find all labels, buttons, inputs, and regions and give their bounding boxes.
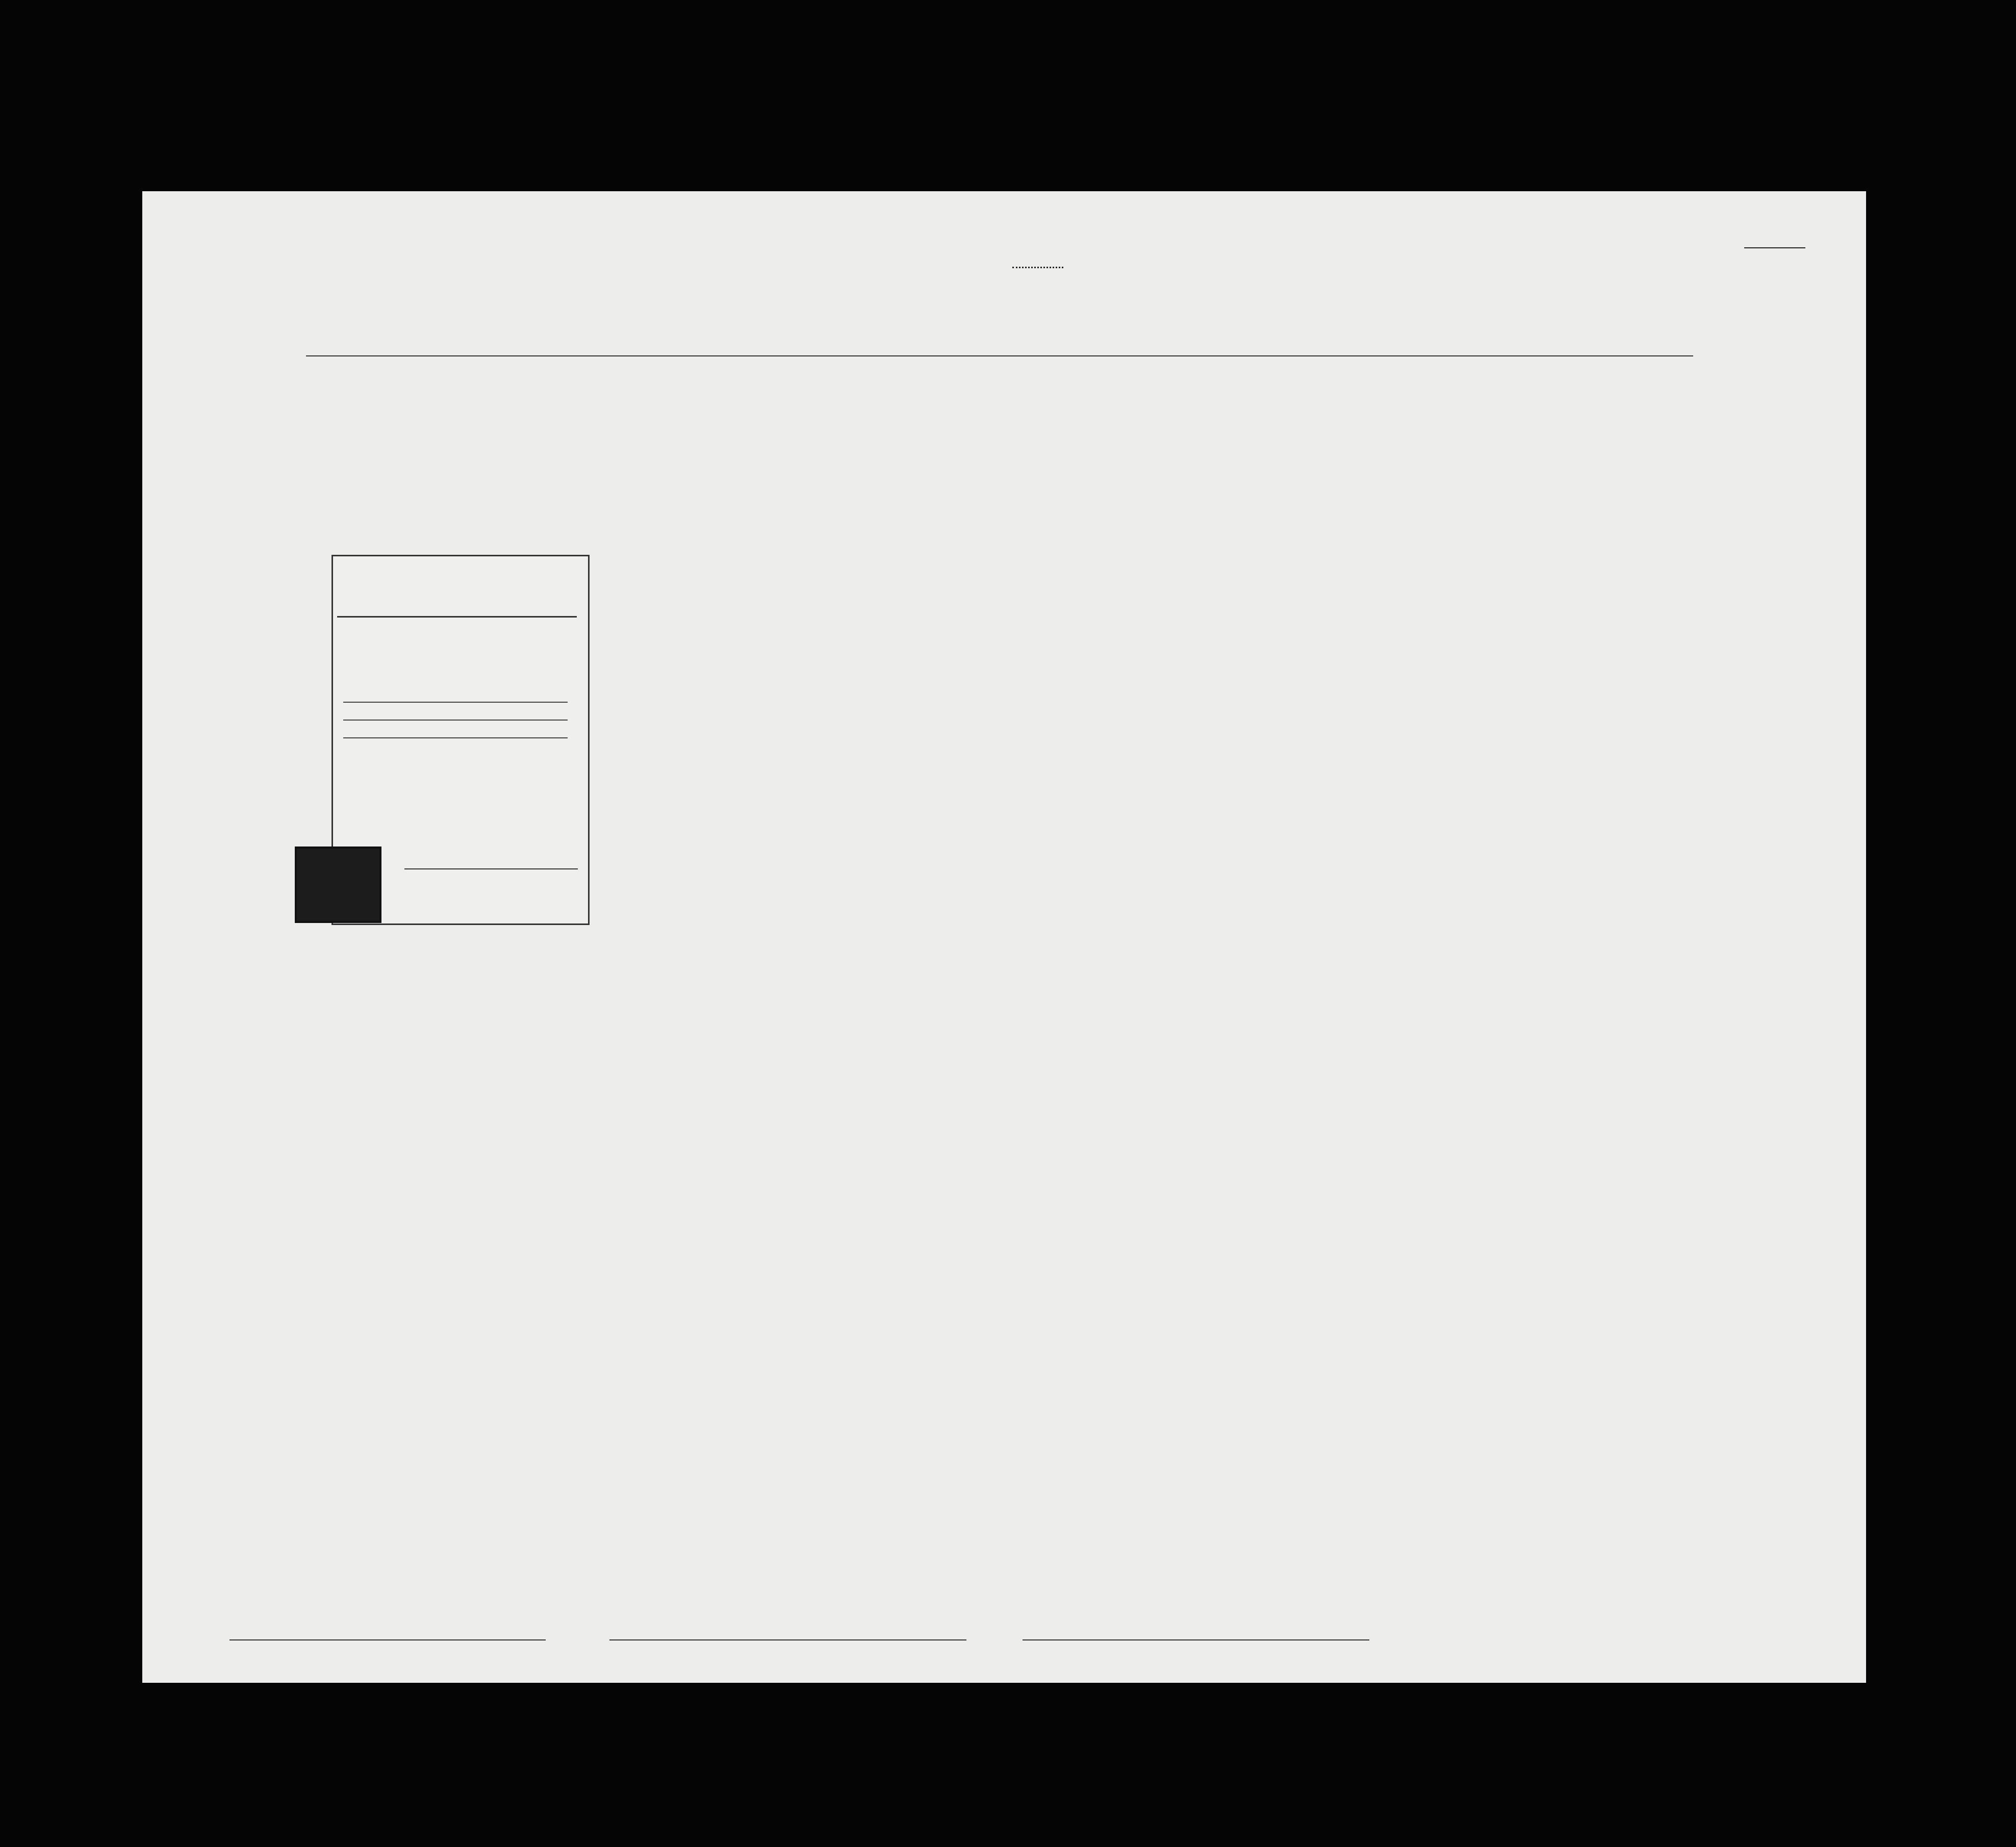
stamp-signature-line — [404, 868, 578, 869]
stamp-blank-line — [343, 720, 568, 721]
footer-owners-underline — [609, 1639, 966, 1640]
stamp-rule — [337, 616, 577, 618]
footer-agents-underline — [1023, 1639, 1369, 1640]
stamp-blank-line — [343, 702, 568, 703]
footer-line-underline — [229, 1639, 546, 1640]
fee-stamp — [295, 846, 381, 923]
stamp-blank-line — [343, 737, 568, 738]
